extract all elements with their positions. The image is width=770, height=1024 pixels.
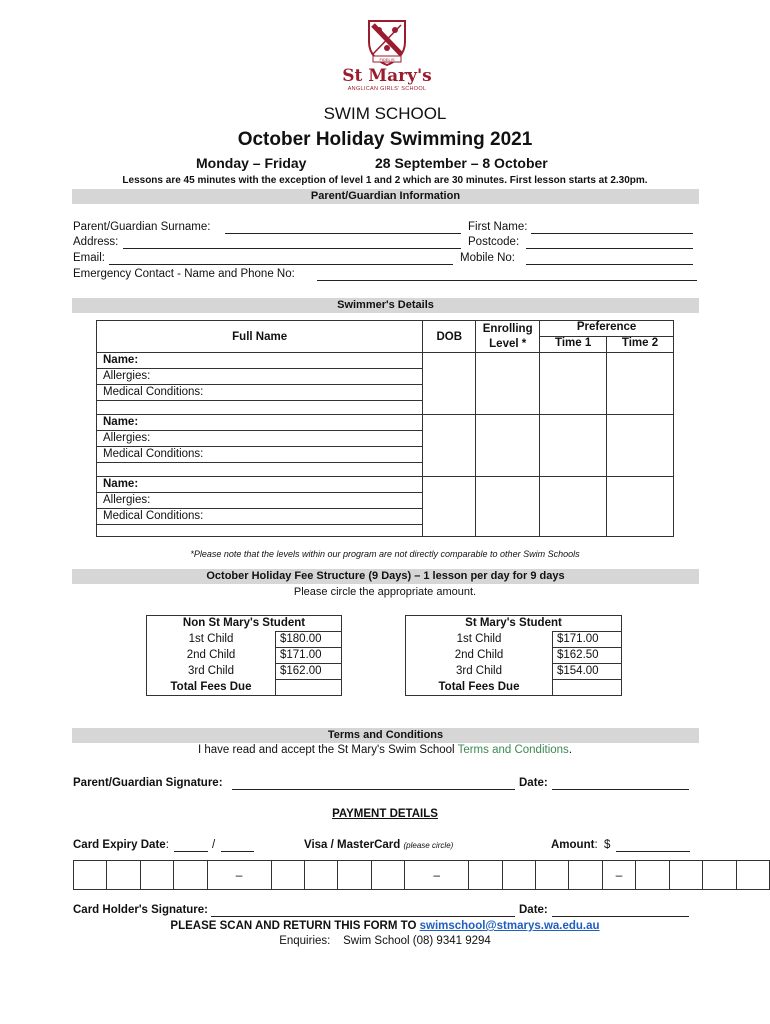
email-label: Email: — [73, 252, 105, 264]
swimmer-2-medical[interactable]: Medical Conditions: — [97, 447, 423, 463]
emergency-label: Emergency Contact - Name and Phone No: — [73, 268, 295, 280]
card-dash-3: – — [602, 861, 636, 890]
address-field[interactable] — [123, 248, 461, 249]
card-number-grid[interactable] — [73, 860, 770, 890]
member-fee-table — [405, 615, 622, 696]
non-member-amount-1[interactable]: $180.00 — [276, 632, 342, 648]
program-title: SWIM SCHOOL — [323, 104, 447, 123]
levels-footnote: *Please note that the levels within our program are not directly comparable to other Swim Schools — [190, 549, 580, 559]
non-member-total-label: Total Fees Due — [147, 680, 276, 696]
parent-date-label: Date: — [519, 777, 548, 789]
swimmer-details-heading: Swimmer's Details — [72, 298, 699, 313]
card-holder-date-label: Date: — [519, 904, 548, 916]
col-preference: Preference — [540, 321, 674, 337]
school-tagline: ANGLICAN GIRLS' SCHOOL — [347, 86, 427, 92]
non-member-child-3: 3rd Child — [147, 664, 276, 680]
non-member-fee-table — [146, 615, 342, 696]
card-digit-6[interactable] — [304, 861, 337, 890]
col-time2: Time 2 — [607, 337, 674, 353]
expiry-slash: / — [212, 839, 216, 851]
col-dob: DOB — [423, 321, 476, 353]
email-field[interactable] — [109, 264, 453, 265]
card-digit-5[interactable] — [271, 861, 304, 890]
days-label: Monday – Friday — [196, 155, 307, 171]
return-instruction: PLEASE SCAN AND RETURN THIS FORM TO swimschool@stmarys.wa.edu.au — [170, 920, 600, 932]
member-child-1: 1st Child — [406, 632, 553, 648]
parent-signature-label: Parent/Guardian Signature: — [73, 777, 223, 789]
card-digit-1[interactable] — [74, 861, 107, 890]
postcode-field[interactable] — [526, 248, 693, 249]
swimmer-2-time1[interactable] — [540, 415, 607, 477]
swimmer-3-level[interactable] — [476, 477, 540, 537]
parent-date-field[interactable] — [552, 789, 689, 790]
mobile-field[interactable] — [526, 264, 693, 265]
card-digit-12[interactable] — [569, 861, 602, 890]
card-holder-signature-field[interactable] — [211, 916, 515, 917]
card-dash-2: – — [405, 861, 469, 890]
member-child-3: 3rd Child — [406, 664, 553, 680]
expiry-month-field[interactable] — [174, 851, 208, 852]
swimmer-3-medical[interactable]: Medical Conditions: — [97, 509, 423, 525]
surname-field[interactable] — [225, 233, 461, 234]
col-enrolling-level: Enrolling Level * — [476, 321, 540, 353]
dates-label: 28 September – 8 October — [375, 155, 548, 171]
address-label: Address: — [73, 236, 119, 248]
member-amount-1[interactable]: $171.00 — [553, 632, 622, 648]
amount-label: Amount: $ — [551, 839, 611, 851]
crest-motto: FIDELIS — [379, 57, 395, 62]
swimmer-3-name[interactable]: Name: — [97, 477, 423, 493]
terms-link[interactable]: Terms and Conditions — [457, 744, 569, 756]
swimmer-2-name[interactable]: Name: — [97, 415, 423, 431]
swimmer-table — [96, 320, 674, 537]
return-email-link[interactable]: swimschool@stmarys.wa.edu.au — [419, 920, 600, 932]
swimmer-1-allergies[interactable]: Allergies: — [97, 369, 423, 385]
card-digit-7[interactable] — [338, 861, 371, 890]
card-digit-8[interactable] — [371, 861, 404, 890]
swimmer-1-medical[interactable]: Medical Conditions: — [97, 385, 423, 401]
swimmer-3-dob[interactable] — [423, 477, 476, 537]
swimmer-2-time2[interactable] — [607, 415, 674, 477]
swimmer-3-time1[interactable] — [540, 477, 607, 537]
card-digit-16[interactable] — [736, 861, 770, 890]
card-digit-11[interactable] — [535, 861, 568, 890]
enquiries: Enquiries: Swim School (08) 9341 9294 — [279, 935, 491, 947]
swimmer-2-allergies[interactable]: Allergies: — [97, 431, 423, 447]
swimmer-1-blank[interactable] — [97, 401, 423, 415]
swimmer-1-dob[interactable] — [423, 353, 476, 415]
first-name-field[interactable] — [531, 233, 693, 234]
page-title: October Holiday Swimming 2021 — [237, 129, 533, 150]
swimmer-1-level[interactable] — [476, 353, 540, 415]
expiry-year-field[interactable] — [221, 851, 254, 852]
terms-heading: Terms and Conditions — [72, 728, 699, 743]
card-digit-2[interactable] — [107, 861, 140, 890]
payment-heading: PAYMENT DETAILS — [332, 808, 438, 820]
card-digit-13[interactable] — [636, 861, 669, 890]
first-name-label: First Name: — [468, 221, 528, 233]
member-total-label: Total Fees Due — [406, 680, 553, 696]
swimmer-2-dob[interactable] — [423, 415, 476, 477]
non-member-title: Non St Mary's Student — [182, 617, 306, 629]
card-digit-10[interactable] — [502, 861, 535, 890]
mobile-label: Mobile No: — [460, 252, 515, 264]
card-digit-4[interactable] — [174, 861, 207, 890]
card-digit-3[interactable] — [140, 861, 173, 890]
parent-info-heading: Parent/Guardian Information — [72, 189, 699, 204]
swimmer-2-level[interactable] — [476, 415, 540, 477]
postcode-label: Postcode: — [468, 236, 520, 248]
non-member-amount-3[interactable]: $162.00 — [276, 664, 342, 680]
card-digit-9[interactable] — [469, 861, 502, 890]
member-child-2: 2nd Child — [406, 648, 553, 664]
member-total-field[interactable] — [553, 680, 622, 696]
swimmer-1-time1[interactable] — [540, 353, 607, 415]
swimmer-1-name[interactable]: Name: — [97, 353, 423, 369]
card-digit-14[interactable] — [669, 861, 702, 890]
parent-signature-field[interactable] — [232, 789, 515, 790]
lesson-note: Lessons are 45 minutes with the exception of level 1 and 2 which are 30 minutes. First lesson starts at 2.30pm. — [122, 175, 648, 186]
member-title: St Mary's Student — [465, 617, 562, 629]
swimmer-1-time2[interactable] — [607, 353, 674, 415]
swimmer-3-allergies[interactable]: Allergies: — [97, 493, 423, 509]
member-amount-2[interactable]: $162.50 — [553, 648, 622, 664]
col-full-name: Full Name — [97, 321, 423, 353]
card-digit-15[interactable] — [703, 861, 736, 890]
fee-structure-heading: October Holiday Fee Structure (9 Days) – 1 lesson per day for 9 days — [72, 569, 699, 584]
surname-label: Parent/Guardian Surname: — [73, 221, 211, 233]
non-member-total-field[interactable] — [276, 680, 342, 696]
non-member-child-2: 2nd Child — [147, 648, 276, 664]
school-name: St Mary's — [342, 66, 432, 86]
card-type[interactable]: Visa / MasterCard (please circle) — [304, 839, 454, 851]
non-member-amount-2[interactable]: $171.00 — [276, 648, 342, 664]
non-member-child-1: 1st Child — [147, 632, 276, 648]
card-holder-date-field[interactable] — [552, 916, 689, 917]
swimmer-3-blank[interactable] — [97, 525, 423, 537]
member-amount-3[interactable]: $154.00 — [553, 664, 622, 680]
card-dash-1: – — [207, 861, 271, 890]
swimmer-2-blank[interactable] — [97, 463, 423, 477]
amount-field[interactable] — [616, 851, 690, 852]
col-time1: Time 1 — [540, 337, 607, 353]
expiry-label: Card Expiry Date: — [73, 839, 169, 851]
emergency-field[interactable] — [317, 280, 697, 281]
fee-instruction: Please circle the appropriate amount. — [293, 586, 477, 598]
swimmer-3-time2[interactable] — [607, 477, 674, 537]
terms-statement: I have read and accept the St Mary's Swim School Terms and Conditions. — [197, 744, 573, 756]
card-holder-signature-label: Card Holder's Signature: — [73, 904, 209, 916]
